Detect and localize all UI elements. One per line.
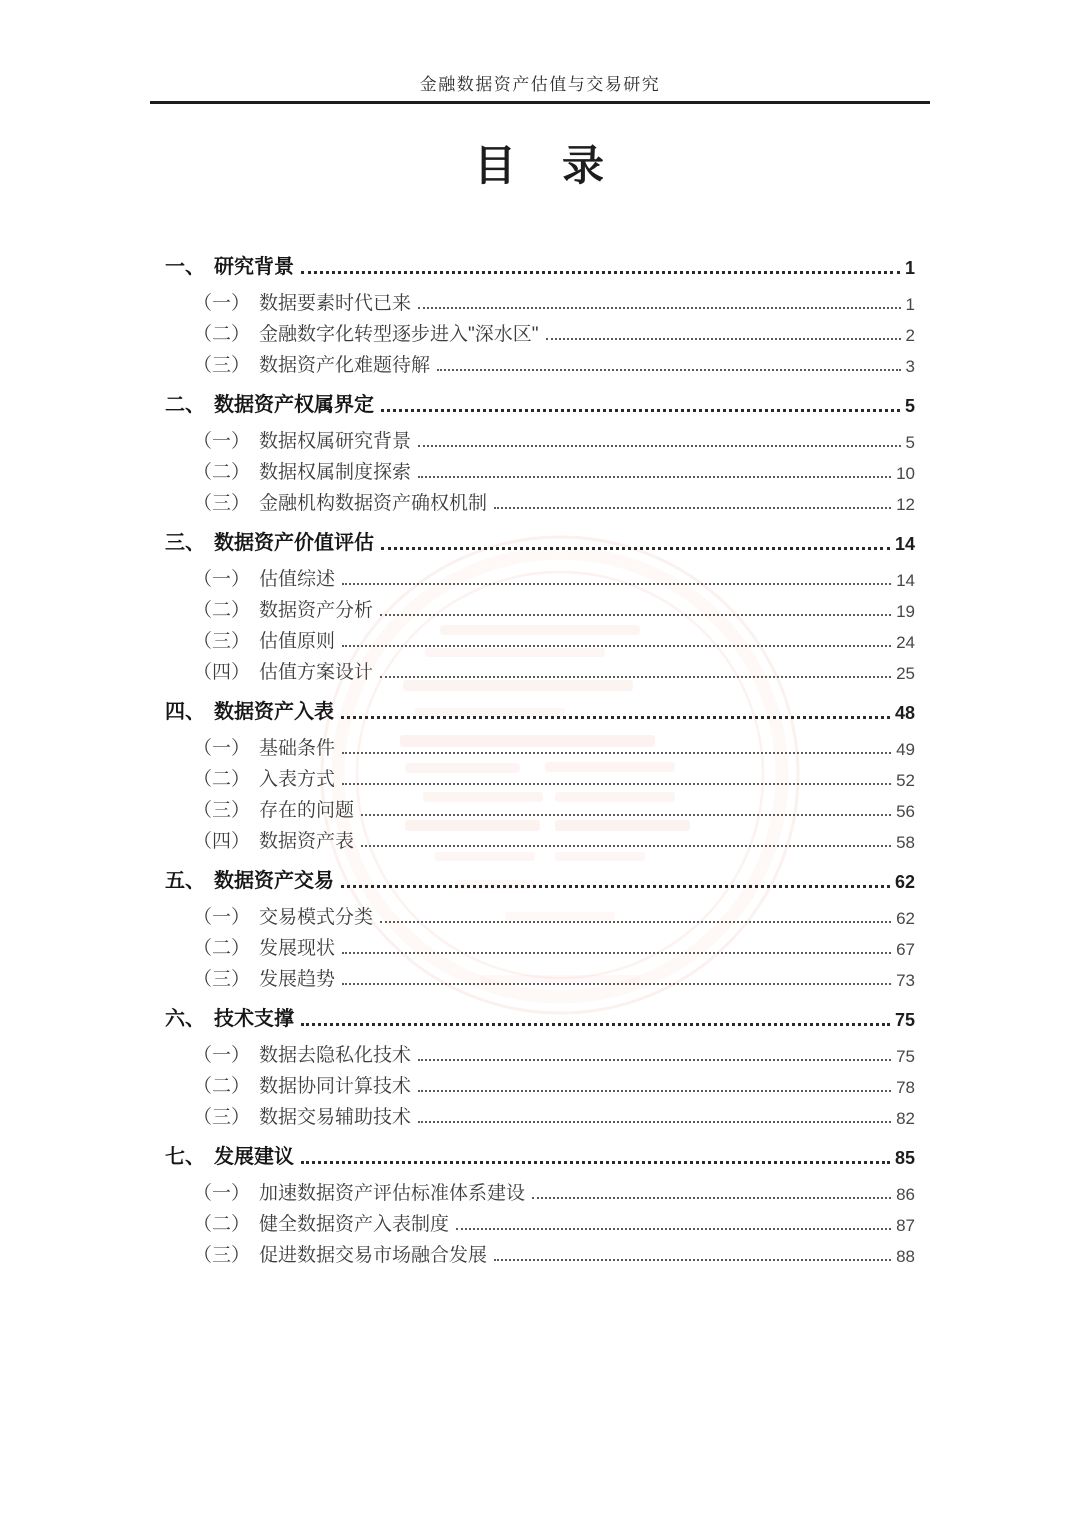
toc-subsection-entry[interactable]: [165, 760, 915, 791]
toc-entry-number: （一）: [193, 738, 251, 759]
toc-subsection-entry[interactable]: [165, 622, 915, 653]
toc-entry-number: 七、: [165, 1146, 205, 1168]
toc-entry-page: 25: [896, 664, 915, 683]
dot-leader: [342, 645, 891, 647]
toc-subsection-entry[interactable]: [165, 729, 915, 760]
toc-entry-label: 数据资产权属界定: [214, 394, 374, 416]
toc-entry-number: （三）: [193, 355, 251, 376]
dot-leader: [418, 445, 901, 447]
toc-entry-number: （二）: [193, 462, 251, 483]
toc-entry-number: （一）: [193, 293, 251, 314]
toc-entry-number: （一）: [193, 431, 251, 452]
dot-leader: [418, 476, 891, 478]
toc-subsection-entry[interactable]: [165, 898, 915, 929]
dot-leader: [361, 845, 891, 847]
toc-entry-label: 数据资产价值评估: [214, 532, 374, 554]
toc-entry-page: 5: [905, 433, 915, 452]
toc-subsection-entry[interactable]: [165, 284, 915, 315]
toc-entry-page: 85: [894, 1148, 915, 1168]
toc-entry-page: 19: [896, 602, 915, 621]
dot-leader: [361, 814, 891, 816]
toc-subsection-entry[interactable]: [165, 929, 915, 960]
toc-entry-page: 86: [896, 1185, 915, 1204]
toc-entry-label: 估值综述: [259, 569, 336, 590]
toc-entry-number: （二）: [193, 769, 251, 790]
toc-entry-label: 数据资产化难题待解: [259, 355, 431, 376]
toc-entry-number: （二）: [193, 1214, 251, 1235]
toc-entry-page: 5: [904, 396, 915, 416]
dot-leader: [494, 1259, 891, 1261]
page-header: [0, 0, 1080, 104]
toc-section-entry[interactable]: [165, 1000, 915, 1031]
dot-leader: [494, 507, 891, 509]
dot-leader: [301, 1161, 890, 1164]
toc-subsection-entry[interactable]: [165, 591, 915, 622]
toc-entry-number: （一）: [193, 569, 251, 590]
dot-leader: [456, 1228, 891, 1230]
toc-subsection-entry[interactable]: [165, 960, 915, 991]
toc-section-entry[interactable]: [165, 1138, 915, 1169]
dot-leader: [342, 783, 891, 785]
toc-entry-number: （三）: [193, 969, 251, 990]
toc-entry-number: 一、: [165, 256, 205, 278]
dot-leader: [342, 983, 891, 985]
toc-entry-page: 49: [896, 740, 915, 759]
toc-entry-number: （三）: [193, 493, 251, 514]
dot-leader: [301, 271, 900, 274]
toc-entry-number: （三）: [193, 1107, 251, 1128]
toc-entry-number: 二、: [165, 394, 205, 416]
header-rule: [150, 101, 930, 104]
toc-entry-number: 三、: [165, 532, 205, 554]
toc-subsection-entry[interactable]: [165, 1067, 915, 1098]
toc-list: [165, 248, 915, 1267]
toc-entry-number: 四、: [165, 701, 205, 723]
toc-entry-number: （四）: [193, 662, 251, 683]
toc-entry-number: （四）: [193, 831, 251, 852]
toc-entry-number: （三）: [193, 1245, 251, 1266]
dot-leader: [380, 614, 891, 616]
dot-leader: [546, 338, 901, 340]
toc-entry-page: 3: [905, 357, 915, 376]
toc-entry-label: 估值方案设计: [259, 662, 374, 683]
toc-subsection-entry[interactable]: [165, 484, 915, 515]
toc-subsection-entry[interactable]: [165, 346, 915, 377]
toc-entry-page: 1: [905, 295, 915, 314]
toc-section-entry[interactable]: [165, 248, 915, 279]
toc-entry-label: 数据资产交易: [214, 870, 334, 892]
toc-entry-label: 基础条件: [259, 738, 336, 759]
toc-subsection-entry[interactable]: [165, 1036, 915, 1067]
toc-entry-page: 10: [896, 464, 915, 483]
toc-entry-label: 交易模式分类: [259, 907, 374, 928]
toc-subsection-entry[interactable]: [165, 1098, 915, 1129]
toc-entry-page: 82: [896, 1109, 915, 1128]
dot-leader: [380, 921, 891, 923]
dot-leader: [341, 716, 890, 719]
dot-leader: [380, 676, 891, 678]
toc-entry-label: 入表方式: [259, 769, 336, 790]
toc-entry-page: 87: [896, 1216, 915, 1235]
toc-entry-page: 2: [905, 326, 915, 345]
toc-entry-page: 67: [896, 940, 915, 959]
toc-entry-label: 健全数据资产入表制度: [259, 1214, 450, 1235]
dot-leader: [381, 409, 900, 412]
toc-entry-label: 技术支撑: [214, 1008, 294, 1030]
toc-entry-label: 发展趋势: [259, 969, 336, 990]
toc-entry-label: 金融数字化转型逐步进入"深水区": [259, 324, 539, 345]
toc-entry-number: （二）: [193, 938, 251, 959]
dot-leader: [437, 369, 901, 371]
toc-entry-page: 14: [894, 534, 915, 554]
toc-entry-label: 数据资产表: [259, 831, 355, 852]
toc-entry-label: 数据权属制度探索: [259, 462, 412, 483]
toc-entry-label: 存在的问题: [259, 800, 355, 821]
toc-entry-page: 1: [904, 258, 915, 278]
toc-entry-label: 数据资产入表: [214, 701, 334, 723]
toc-entry-page: 58: [896, 833, 915, 852]
toc-entry-label: 数据权属研究背景: [259, 431, 412, 452]
document-title: 金融数据资产估值与交易研究: [419, 75, 661, 94]
toc-entry-label: 发展现状: [259, 938, 336, 959]
dot-leader: [418, 1090, 891, 1092]
toc-entry-label: 数据协同计算技术: [259, 1076, 412, 1097]
dot-leader: [342, 752, 891, 754]
toc-entry-page: 12: [896, 495, 915, 514]
toc-entry-page: 52: [896, 771, 915, 790]
toc-entry-number: （一）: [193, 1183, 251, 1204]
toc-entry-label: 数据去隐私化技术: [259, 1045, 412, 1066]
toc-entry-label: 估值原则: [259, 631, 336, 652]
toc-entry-label: 加速数据资产评估标准体系建设: [259, 1183, 526, 1204]
toc-entry-page: 62: [894, 872, 915, 892]
dot-leader: [418, 1121, 891, 1123]
dot-leader: [301, 1023, 890, 1026]
dot-leader: [532, 1197, 891, 1199]
toc-entry-page: 56: [896, 802, 915, 821]
toc-entry-number: （二）: [193, 324, 251, 345]
toc-entry-label: 研究背景: [214, 256, 294, 278]
toc-entry-number: 五、: [165, 870, 205, 892]
toc-entry-page: 73: [896, 971, 915, 990]
dot-leader: [341, 885, 890, 888]
toc-title: 目 录: [473, 142, 606, 189]
toc-entry-label: 促进数据交易市场融合发展: [259, 1245, 488, 1266]
toc-subsection-entry[interactable]: [165, 1236, 915, 1267]
toc-entry-page: 75: [894, 1010, 915, 1030]
toc-section-entry[interactable]: [165, 862, 915, 893]
toc-entry-label: 金融机构数据资产确权机制: [259, 493, 488, 514]
toc-subsection-entry[interactable]: [165, 1205, 915, 1236]
toc-entry-label: 数据交易辅助技术: [259, 1107, 412, 1128]
dot-leader: [418, 307, 901, 309]
toc-entry-page: 14: [896, 571, 915, 590]
toc-entry-number: （三）: [193, 800, 251, 821]
toc-entry-label: 发展建议: [214, 1146, 294, 1168]
toc-entry-number: （三）: [193, 631, 251, 652]
toc-entry-number: （一）: [193, 1045, 251, 1066]
toc-subsection-entry[interactable]: [165, 315, 915, 346]
dot-leader: [342, 952, 891, 954]
toc-subsection-entry[interactable]: [165, 453, 915, 484]
toc-section-entry[interactable]: [165, 524, 915, 555]
toc-section-entry[interactable]: [165, 693, 915, 724]
toc-entry-page: 78: [896, 1078, 915, 1097]
toc-entry-number: （二）: [193, 600, 251, 621]
toc-subsection-entry[interactable]: [165, 560, 915, 591]
toc-entry-label: 数据资产分析: [259, 600, 374, 621]
toc-entry-page: 88: [896, 1247, 915, 1266]
dot-leader: [342, 583, 891, 585]
toc-entry-number: 六、: [165, 1008, 205, 1030]
toc-entry-page: 24: [896, 633, 915, 652]
toc-entry-page: 75: [896, 1047, 915, 1066]
toc-section-entry[interactable]: [165, 386, 915, 417]
toc-entry-number: （一）: [193, 907, 251, 928]
toc-subsection-entry[interactable]: [165, 1174, 915, 1205]
toc-subsection-entry[interactable]: [165, 422, 915, 453]
toc-entry-page: 62: [896, 909, 915, 928]
toc-subsection-entry[interactable]: [165, 822, 915, 853]
toc-entry-number: （二）: [193, 1076, 251, 1097]
toc-subsection-entry[interactable]: [165, 791, 915, 822]
toc-entry-label: 数据要素时代已来: [259, 293, 412, 314]
dot-leader: [418, 1059, 891, 1061]
dot-leader: [381, 547, 890, 550]
toc-entry-page: 48: [894, 703, 915, 723]
toc-subsection-entry[interactable]: [165, 653, 915, 684]
